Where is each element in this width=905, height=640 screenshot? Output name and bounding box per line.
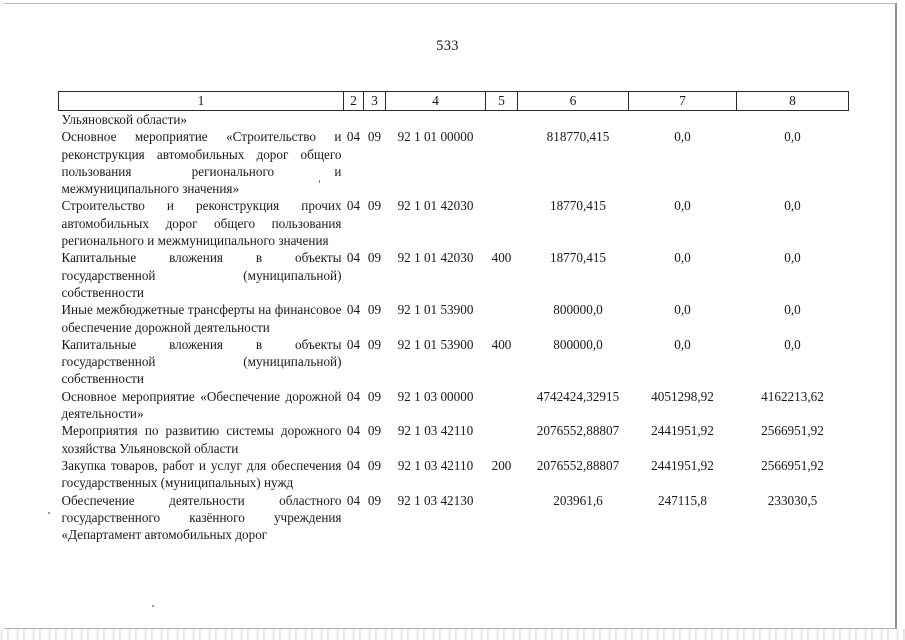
header-col-8: 8 (737, 92, 849, 111)
amount-col-8: 233030,5 (767, 492, 818, 508)
amount-col-8: 2566951,92 (761, 423, 824, 439)
header-col-7: 7 (629, 92, 737, 111)
amount-col-8: 0,0 (784, 302, 801, 318)
header-col-1: 1 (59, 92, 344, 111)
table-row (59, 336, 849, 388)
amount-col-8: 0,0 (784, 336, 801, 352)
header-col-6: 6 (518, 92, 629, 111)
expense-type-code (486, 388, 518, 423)
target-article-code: 92 1 03 42130 (397, 492, 474, 508)
amount-col-7: 4051298,92 (651, 388, 714, 404)
amount-col-8 (737, 111, 849, 129)
row-name: Иные межбюджетные трансферты на финансовое обеспечение дорожной деятельности (61, 302, 342, 335)
table-row (59, 492, 849, 544)
expense-type-code: 400 (491, 250, 512, 266)
subsection-code: 09 (367, 492, 382, 508)
amount-col-6: 203961,6 (553, 492, 603, 508)
section-code: 04 (346, 457, 361, 473)
header-row (59, 92, 849, 111)
section-code: 04 (346, 198, 361, 214)
row-name: Строительство и реконструкция прочих автомобильных дорог общего пользования регионального и межмуниципального значения (61, 198, 342, 249)
amount-col-6: 2076552,88807 (536, 423, 620, 439)
table-row (59, 111, 849, 129)
expense-type-code (486, 111, 518, 129)
amount-col-7: 2441951,92 (651, 423, 714, 439)
subsection-code: 09 (367, 198, 382, 214)
amount-col-8: 0,0 (784, 129, 801, 145)
row-name: Основное мероприятие «Обеспечение дорожной деятельности» (61, 388, 342, 422)
subsection-code: 09 (367, 336, 382, 352)
scan-edge-noise (0, 629, 905, 640)
table-row (59, 457, 849, 492)
scan-speck (48, 512, 50, 514)
target-article-code: 92 1 01 42030 (397, 198, 474, 214)
amount-col-6 (518, 111, 629, 129)
scan-speck (319, 180, 320, 183)
table-body (59, 111, 849, 544)
header-col-4: 4 (386, 92, 486, 111)
amount-col-6: 18770,415 (549, 250, 607, 266)
expense-type-code: 200 (491, 457, 512, 473)
amount-col-6: 18770,415 (549, 198, 607, 214)
target-article-code: 92 1 03 00000 (397, 388, 474, 404)
subsection-code: 09 (367, 423, 382, 439)
header-col-2: 2 (344, 92, 364, 111)
page-number: 533 (436, 38, 459, 54)
amount-col-7: 0,0 (674, 198, 691, 214)
table-row (59, 197, 849, 249)
table-header (59, 92, 849, 111)
table-row (59, 388, 849, 423)
amount-col-7: 0,0 (674, 250, 691, 266)
table-row (59, 128, 849, 197)
scan-speck (152, 605, 154, 607)
target-article-code: 92 1 03 42110 (397, 457, 474, 473)
header-col-5: 5 (486, 92, 518, 111)
amount-col-7: 0,0 (674, 336, 691, 352)
row-name: Обеспечение деятельности областного государственного казённого учреждения «Департамент автомобильных дорог (61, 492, 342, 543)
subsection-code: 09 (367, 457, 382, 473)
row-name: Основное мероприятие «Строительство и реконструкция автомобильных дорог общего пользования регионального и межмуниципального значения» (61, 129, 342, 197)
section-code (344, 111, 364, 129)
subsection-code: 09 (367, 302, 382, 318)
amount-col-7: 0,0 (674, 302, 691, 318)
subsection-code: 09 (367, 388, 382, 404)
table-row (59, 422, 849, 457)
amount-col-6: 4742424,32915 (536, 388, 620, 404)
budget-table (58, 91, 849, 543)
amount-col-7: 247115,8 (658, 492, 707, 508)
amount-col-8: 4162213,62 (761, 388, 824, 404)
amount-col-7: 2441951,92 (651, 457, 714, 473)
row-name: Ульяновской области» (61, 112, 188, 127)
expense-type-code: 400 (491, 336, 512, 352)
amount-col-8: 0,0 (784, 198, 801, 214)
section-code: 04 (346, 388, 361, 404)
target-article-code: 92 1 01 00000 (397, 129, 474, 145)
section-code: 04 (346, 423, 361, 439)
amount-col-6: 818770,415 (546, 129, 610, 145)
row-name: Закупка товаров, работ и услуг для обеспечения государственных (муниципальных) нужд (61, 457, 342, 491)
table-row (59, 301, 849, 336)
expense-type-code (486, 128, 518, 197)
target-article-code (386, 111, 486, 129)
section-code: 04 (346, 250, 361, 266)
subsection-code: 09 (367, 250, 382, 266)
row-name: Капитальные вложения в объекты государственной (муниципальной) собственности (61, 336, 342, 387)
subsection-code (364, 111, 386, 129)
section-code: 04 (346, 336, 361, 352)
amount-col-7: 0,0 (674, 129, 691, 145)
section-code: 04 (346, 492, 361, 508)
amount-col-7 (629, 111, 737, 129)
amount-col-6: 800000,0 (553, 302, 603, 318)
amount-col-8: 0,0 (784, 250, 801, 266)
table-row (59, 249, 849, 301)
expense-type-code (486, 422, 518, 457)
expense-type-code (486, 492, 518, 544)
subsection-code: 09 (367, 129, 382, 145)
expense-type-code (486, 301, 518, 336)
section-code: 04 (346, 129, 361, 145)
target-article-code: 92 1 03 42110 (397, 423, 474, 439)
header-col-3: 3 (364, 92, 386, 111)
expense-type-code (486, 197, 518, 249)
amount-col-6: 800000,0 (553, 336, 603, 352)
row-name: Мероприятия по развитию системы дорожного хозяйства Ульяновской области (61, 423, 342, 456)
amount-col-6: 2076552,88807 (536, 457, 620, 473)
target-article-code: 92 1 01 53900 (397, 336, 474, 352)
target-article-code: 92 1 01 53900 (397, 302, 474, 318)
row-name: Капитальные вложения в объекты государственной (муниципальной) собственности (61, 250, 342, 300)
amount-col-8: 2566951,92 (761, 457, 824, 473)
target-article-code: 92 1 01 42030 (397, 250, 474, 266)
section-code: 04 (346, 302, 361, 318)
